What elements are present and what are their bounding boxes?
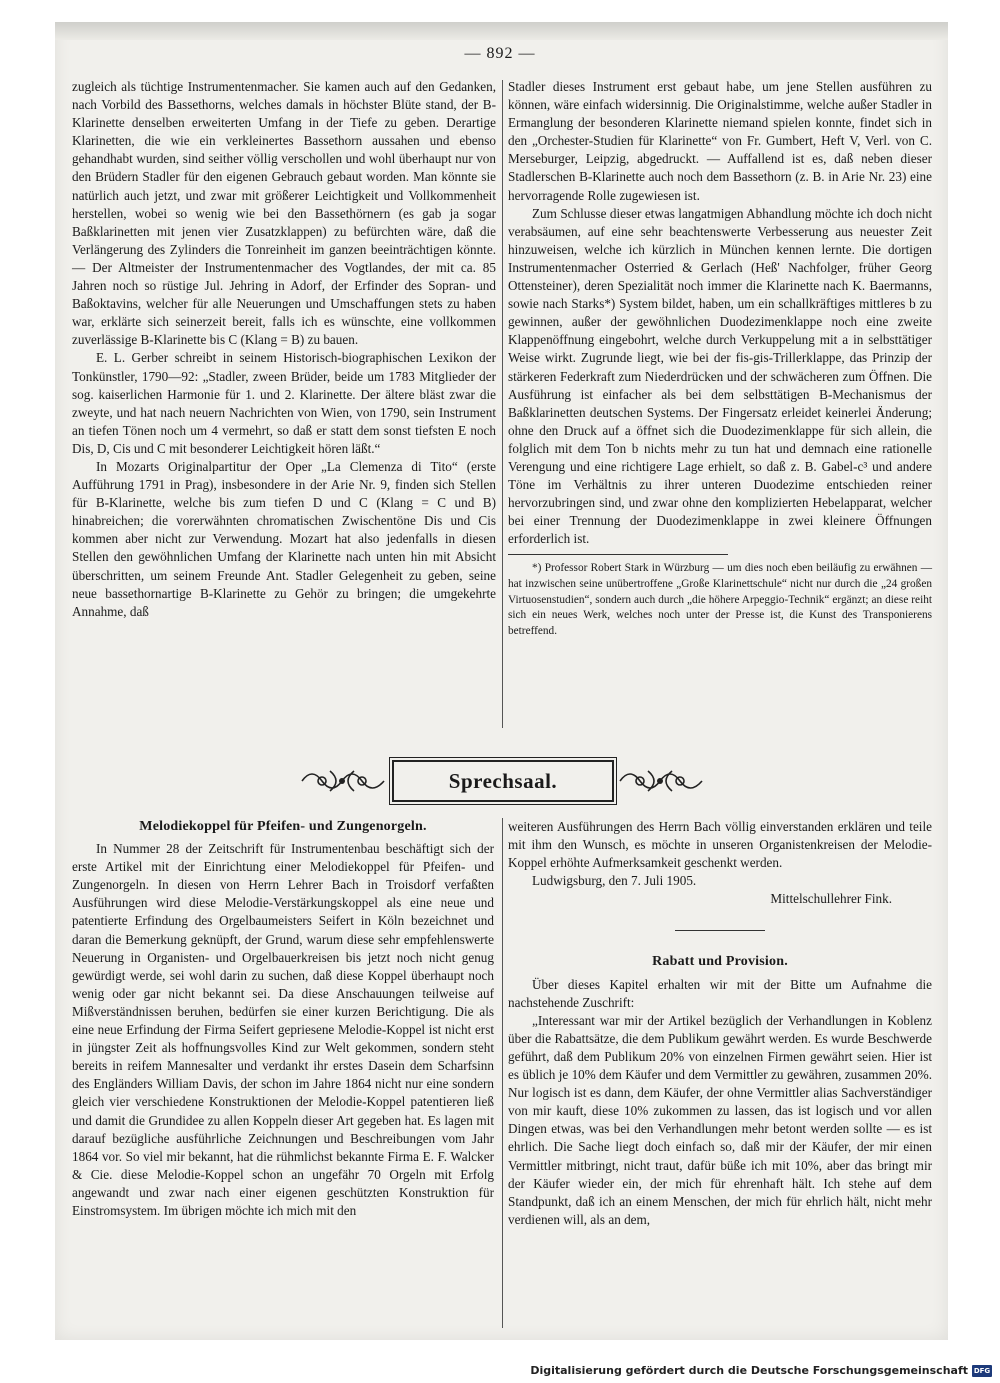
- column-divider: [502, 80, 503, 728]
- paragraph: Über dieses Kapitel erhalten wir mit der Bitte um Aufnahme die nachstehende Zuschrift:: [508, 976, 932, 1010]
- paragraph: In Nummer 28 der Zeitschrift für Instrumentenbau beschäftigt sich der erste Artikel mit der Einrichtung einer Melodiekoppel für Pfeifen- und Zungenorgeln. In diesen von Herrn Lehrer Bach in Troisdorf verfaßten Ausführungen wird diese Melodie-Verstärkungskoppel als eine neue und patentierte Erfindung des Orgelbaumeisters Seifert in Köln bezeichnet und daran die Bemerkung geknüpft, der Grund, warum diese sehr empfehlenswerte Neuerung in Organisten- und Orgelbauerkreisen bis jetzt noch nicht genug gewürdigt werde, sei wohl darin zu suchen, daß diese Koppel überhaupt noch wenig oder gar nicht bekannt sei. Da diese Anschauungen teilweise auf Mißverständnissen beruhen, bedürfen sie einer kurzen Berichtigung. Die als eine neue Erfindung der Firma Seifert gepriesene Melodie-Koppel ist nicht erst in jüngster Zeit als hoffnungsvolles Kind zur Welt gekommen, sondern steht bereits in reifem Mannesalter und verdankt ihr erstes Dasein dem Scharfsinn des Engländers William Davis, der schon im Jahre 1864 nicht nur eine sondern gleich vier verschiedene Konstruktionen der Melodie-Koppel patentieren ließ und damit die Grundidee zu allen Koppeln dieser Art gegeben hat. Es lagen mit darauf bezügliche ausführliche Zeichnungen und Beschreibungen vom Jahr 1864 vor. So viel mir bekannt, hat die rühmlichst bekannte Firma E. F. Walcker & Cie. diese Melodie-Koppel schon an ungefähr 70 Orgeln mit Erfolg angewandt und zwar nach einer eigenen geschützten Konstruktion für Einstromsystem. Im übrigen möchte ich mich mit den: [72, 841, 494, 1218]
- article-heading: Rabatt und Provision.: [652, 954, 788, 970]
- section-title: Sprechsaal.: [392, 760, 614, 802]
- column-left-top: [72, 78, 496, 621]
- article-heading: Melodiekoppel für Pfeifen- und Zungenorgeln.: [139, 819, 427, 834]
- footer-text: Digitalisierung gefördert durch die Deutsche Forschungsgemeinschaft: [530, 1364, 968, 1377]
- paragraph: Stadler dieses Instrument erst gebaut habe, um jene Stellen ausführen zu können, wäre einfach widersinnig. Die Originalstimme, welche außer Stadler in Ermanglung der besonderen Klarinette niemand spielen konnte, findet sich in den „Orchester-Studien für Klarinette“ von Fr. Gumbert, Heft V, Verl. von C. Merseburger, Leipzig, abgedruckt. — Auffallend ist es, daß neben dieser Stadlerschen B-Klarinette auch noch dem Bassethorn (z. B. in Arie Nr. 23) eine hervorragende Rolle zugewiesen ist.: [508, 79, 932, 203]
- paragraph: zugleich als tüchtige Instrumentenmacher. Sie kamen auch auf den Gedanken, nach Vorbild des Bassethorns, welches damals in höchster Blüte stand, der B-Klarinette denselben erweiterten Umfang in der Tiefe zu geben. Derartige Klarinetten, die wie ein verkleinertes Bassethorn aussahen und ebenso gehandhabt wurden, sind seither völlig verschollen und wohl überhaupt nur von den Brüdern Stadler für den eigenen Gebrauch gebaut worden. Man könnte sie natürlich auch jetzt, und zwar mit größerer Leichtigkeit und Vollkommenheit herstellen, wobei so wenig wie bei den Bassethörnern (es gab ja sogar Baßklarinetten mit jenen vier Zusatzklappen) zu befürchten wäre, daß die Verlängerung des Zylinders die Tonreinheit im ganzen beeinträchtigen könnte. — Der Altmeister der Instrumentenmacher des Vogtlandes, der mit ca. 85 Jahren noch so rüstige Jul. Jehring in Adorf, der Erfinder des Sopran- und Baßoktavins, welcher für alle Neuerungen und Umschaffungen stets zu haben war, erklärte sich seinerzeit bereit, falls ich es wünschte, eine vollkommen zuverlässige B-Klarinette bis C (Klang = B) zu bauen.: [72, 79, 496, 348]
- paragraph: In Mozarts Originalpartitur der Oper „La Clemenza di Tito“ (erste Aufführung 1791 in Prag), insbesondere in der Arie Nr. 9, finden sich Stellen für B-Klarinette, welche bis zum tiefen D und C (Klang = C und B) hinabreichen; die vorerwähnten chromatischen Zwischentöne Dis und Cis kommen aber nicht zur Verwendung. Mozart hat also jedenfalls in diesen Stellen den gewöhnlichen Umfang der Klarinette nach unten hin mit Absicht überschritten, um seinem Freunde Ant. Stadler Gelegenheit zu geben, seine neue bassethornartige B-Klarinette zu Gehör zu bringen; die umgekehrte Annahme, daß: [72, 458, 496, 619]
- section-banner: [300, 760, 704, 802]
- footer-credit: [530, 1364, 992, 1377]
- ornament-right-icon: [618, 765, 704, 797]
- column-left-bottom: [72, 818, 494, 1220]
- column-right-bottom: [508, 818, 932, 1229]
- paragraph: „Interessant war mir der Artikel bezüglich der Verhandlungen in Koblenz über die Rabattsätze, die dem Publikum gewährt werden. Es wurde Beschwerde geführt, daß dem Publikum 20% von einzelnen Firmen gewährt seien. Hier ist es üblich je 10% dem Käufer und dem Vermittler zu gewähren, zusammen 20%. Nur logisch ist es dann, dem Käufer, der ohne Vermittler alias Sachverständiger von mir kauft, diese 10% zukommen zu lassen, das ist logisch und vor allen Dingen etwas, was bei den Verhandlungen mehr betont werden sollte — es ist ehrlich. Die Sache liegt doch einfach so, daß mir der Käufer, der mir einen Vermittler mitbringt, nicht traut, dafür büße ich mit 10%, aber das bringt mir der Käufer wieder ein, der mich für ehrenhaft hält. Ich stehe auf dem Standpunkt, daß ich an einem Menschen, der mich für ehrlich hält, nicht mehr verdienen will, als an dem,: [508, 1012, 932, 1227]
- footnote: *) Professor Robert Stark in Würzburg — um dies noch eben beiläufig zu erwähnen — hat inzwischen seine unübertroffene „Große Klarinettschule“ nicht nur durch die „24 großen Virtuosenstudien“, sondern auch durch „die höhere Arpeggio-Technik“ ergänzt; an diese reiht sich ein neues Werk, welches noch unter der Presse ist, die Kunst des Transponierens betreffend.: [508, 562, 932, 637]
- page-top-edge: [55, 22, 948, 40]
- column-divider: [502, 818, 503, 1328]
- paragraph: E. L. Gerber schreibt in seinem Historisch-biographischen Lexikon der Tonkünstler, 1790—92: „Stadler, zween Brüder, beide um 1783 Mitglieder der sog. kaiserlichen Harmonie für 1. und 2. Klarinette. Der ältere bläst zwar die zweyte, und hat nach neuern Nachrichten von Wien, von 1790, sein Instrument an tiefen Tönen noch um 4 vermehrt, so daß er statt dem sonst tiefsten E noch Dis, D, Cis und C mit besonderer Leichtigkeit hören läßt.“: [72, 350, 496, 456]
- page-number: — 892 —: [464, 45, 536, 62]
- paragraph: Zum Schlusse dieser etwas langatmigen Abhandlung möchte ich doch nicht verabsäumen, auf eine sehr beachtenswerte Verbesserung aus neuester Zeit hinzuweisen, welche ich kürzlich in München kennen lernte. Die dortigen Instrumentenmacher Osterried & Gerlach (Heß' Nachfolger, früher Georg Ottensteiner), deren Spezialität noch immer die Klarinette nach K. Baermanns, sowie nach Starks*) System bildet, haben, um ein schallkräftiges mittleres b zu gewinnen, außer der gewöhnlichen Duodezimenklappe noch eine zweite Klappenöffnung eingebohrt, welche durch Verkuppelung mit a in selbsttätiger Weise wirkt. Zugrunde liegt, wie bei der fis-gis-Trillerklappe, das Prinzip der stärkeren Federkraft zum Niederdrücken und der schwächeren zum Öffnen. Die Ausführung ist einfacher als bei dem selbsttätigen B-Mechanismus der Baßklarinetten deutschen Systems. Der Fingersatz erleidet keinerlei Änderung; ohne den Druck auf a öffnet sich die Duodezimenklappe für sich allein, die folglich mit dem Ton b nichts mehr zu tun hat und demnach eine rationelle Verengung und eine richtigere Lage erhielt, so daß z. B. Gabel-c³ und andere Töne im Verhältnis zu ihrer unteren Duodezime entschieden reiner hervorzubringen sind, und zwar ohne den komplizierten Hebelapparat, welcher bei einer Trennung der Duodezimenklappe in zwei kleinere Öffnungen erforderlich ist.: [508, 205, 932, 547]
- paragraph: weiteren Ausführungen des Herrn Bach völlig einverstanden erklären und teile mit ihm den Wunsch, es möchte in unseren Organistenkreisen der Melodie-Koppel erhöhte Aufmerksamkeit geschenkt werden.: [508, 819, 932, 871]
- section-separator: [675, 930, 765, 931]
- column-right-top: [508, 78, 932, 639]
- ornament-left-icon: [300, 765, 386, 797]
- footnote-rule: [508, 554, 728, 555]
- dfg-logo-icon: DFG: [973, 1366, 991, 1375]
- signature: Mittelschullehrer Fink.: [770, 891, 892, 907]
- dateline: Ludwigsburg, den 7. Juli 1905.: [532, 873, 697, 889]
